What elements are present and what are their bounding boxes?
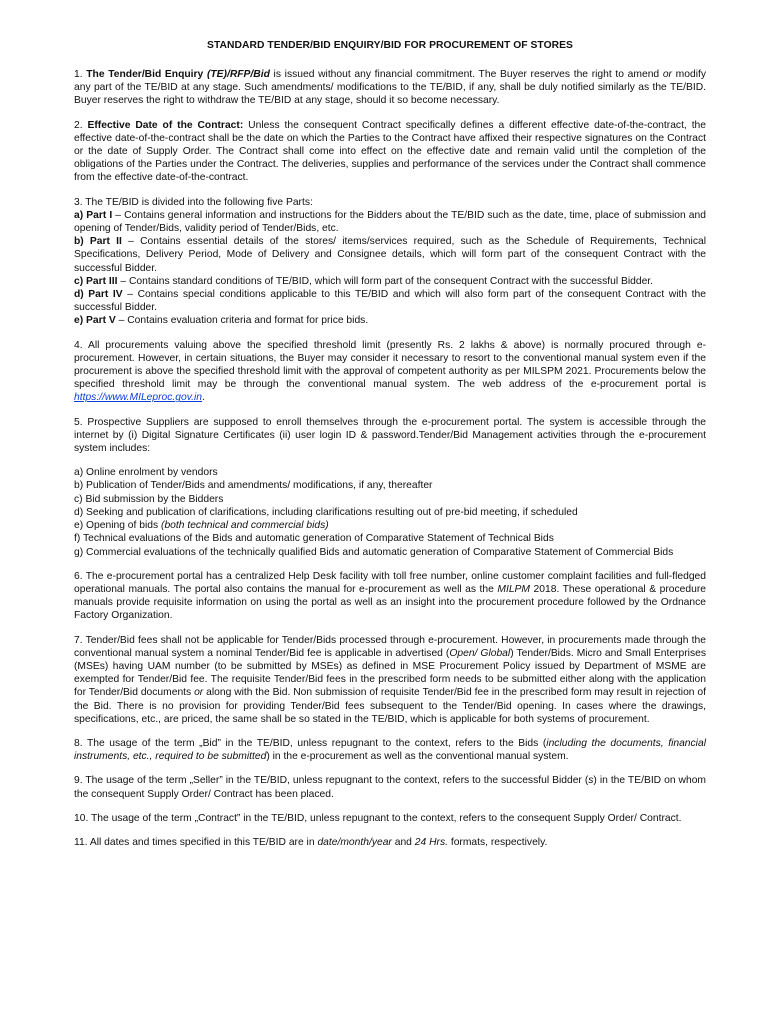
part-c-label: c) Part III (74, 275, 118, 287)
clause-5-item-d: d) Seeking and publication of clarifications, including clarifications resulting out of pre-bid meeting, if scheduled (74, 506, 578, 518)
clause-9 (74, 774, 706, 800)
clause-5: 5. Prospective Suppliers are supposed to enroll themselves through the e-procurement portal. The system is accessible through the internet by (i) Digital Signature Certificates (ii) user login ID & password.Tender/Bid Management activities through the e-procurement system includes: (74, 416, 706, 455)
clause-5-item-e-text: e) Opening of bids (74, 520, 162, 532)
clause-6 (74, 570, 706, 623)
part-d-text: – Contains special conditions applicable to this TE/BID and which will also form part of the consequent Contract with the successful Bidder. (74, 289, 706, 314)
clause-8-text-a: 8. The usage of the term „Bid” in the TE/BID, unless repugnant to the context, refers to the Bids ( (74, 737, 547, 749)
clause-5-item-e (74, 519, 706, 532)
part-e-text: – Contains evaluation criteria and format for price bids. (115, 315, 369, 327)
clause-9-text-a: 9. The usage of the term „Seller” in the TE/BID, unless repugnant to the context, refers to the successful Bidder ( (74, 775, 589, 787)
clause-7-emphasis-b: or (194, 687, 204, 699)
clause-1-text-b: modify any part of the TE/BID at any stage. Such amendments/ modifications to the TE/BID, if any, shall be duly notified similarly as the TE/BID. Buyer reserves the right to withdraw the TE/BID at any stage, should it so become necessary. (74, 69, 706, 107)
part-b-text: – Contains essential details of the stores/ items/services required, such as the Schedule of Requirements, Technical Specifications, Delivery Period, Mode of Delivery and Consignee details, which will form part of the consequent Contract with the successful Bidder. (74, 236, 706, 274)
clause-11-text-a: 11. All dates and times specified in this TE/BID are in (74, 836, 318, 848)
clause-4-text: 4. All procurements valuing above the specified threshold limit (presently Rs. 2 lakhs & above) is normally procured through e-procurement. However, in certain situations, the Buyer may consider it necessary to resort to the conventional manual system even if the procurement is above the specified threshold limit with the approval of competent authority as per MILSPM 2021. Procurements below the specified threshold limit may be through the conventional manual system. The web address of the e-procurement portal is (74, 339, 706, 391)
clause-3-part-d (74, 288, 706, 314)
clause-4-end: . (202, 392, 205, 404)
clause-7-emphasis-a: Open/ Global (449, 647, 511, 659)
clause-6-emphasis: MILPM (497, 583, 531, 595)
clause-6-text-a: 6. The e-procurement portal has a centralized Help Desk facility with toll free number, online customer complaint facilities and full-fledged operational manuals. The portal also contains the manual for e-procurement as well as the (74, 570, 706, 595)
clause-7-text-c: along with the Bid. Non submission of requisite Tender/Bid fee in the prescribed form may result in rejection of the Bid. There is no provision for providing Tender/Bid fees subsequent to the Tender/Bid opening. In cases where the drawings, specifications, etc., are priced, the same shall be so stated in the TE/BID, which is applicable for both systems of procurement. (74, 687, 706, 725)
clause-9-emphasis: s (588, 775, 594, 787)
clause-2-number: 2. (74, 119, 88, 131)
clause-6-text-b: 2018. These operational & procedure manuals provide requisite information on using the portal as well as an insight into the procurement procedure followed by the Ordnance Factory Organization. (74, 583, 706, 622)
clause-1-heading: The Tender/Bid Enquiry (86, 69, 207, 80)
clause-3-part-e (74, 314, 706, 327)
clause-1-text-a: is issued without any financial commitment. The Buyer reserves the right to amend (269, 69, 663, 80)
eprocurement-portal-link[interactable]: https://www.MILeproc.gov.in (74, 392, 203, 404)
clause-10: 10. The usage of the term „Contract” in the TE/BID, unless repugnant to the context, refers to the consequent Supply Order/ Contract. (74, 812, 682, 824)
clause-4 (74, 339, 706, 405)
part-a-text: – Contains general information and instructions for the Bidders about the TE/BID such as the date, time, place of submission and opening of Tender/Bids, validity period of Tender/Bids, etc. (74, 209, 706, 235)
clause-11-text-c: formats, respectively. (447, 836, 548, 848)
part-c-text: – Contains standard conditions of TE/BID, which will form part of the consequent Contract with the successful Bidder. (117, 275, 654, 287)
clause-9-text-b: ) in the TE/BID on whom the consequent Supply Order/ Contract has been placed. (74, 775, 706, 800)
clause-3-part-b (74, 235, 706, 275)
clause-1-heading-abbrev: (TE)/RFP/Bid (206, 69, 270, 80)
clause-11 (74, 836, 706, 849)
clause-8 (74, 737, 706, 763)
part-e-label: e) Part V (74, 315, 116, 327)
part-a-label: a) Part I (74, 209, 113, 221)
clause-2 (74, 119, 706, 185)
clause-5-item-g: g) Commercial evaluations of the technically qualified Bids and automatic generation of Comparative Statement of Commercial Bids (74, 546, 674, 558)
clause-11-emphasis-a: date/month/year (317, 836, 392, 848)
document-title: STANDARD TENDER/BID ENQUIRY/BID FOR PROCUREMENT OF STORES (207, 40, 573, 51)
clause-7 (74, 634, 706, 726)
clause-8-emphasis: including the documents, financial instruments, etc., required to be submitted (74, 737, 706, 763)
clause-8-text-b: ) in the e-procurement as well as the conventional manual system. (266, 751, 569, 763)
part-d-label: d) Part IV (74, 289, 123, 301)
clause-7-text-b: ) Tender/Bids. Micro and Small Enterprises (MSEs) having UAM number (to be submitted by MSEs) as defined in MSE Procurement Policy issued by Department of MSME are exempted for Tender/Bid fee. The requisite Tender/Bid fees in the prescribed form needs to be submitted either along with the application for Tender/Bid documents (74, 647, 706, 699)
clause-5-item-e-emphasis: (both technical and commercial bids) (161, 520, 329, 532)
clause-3-part-c (74, 275, 706, 288)
clause-11-text-b: and (391, 836, 415, 848)
part-b-label: b) Part II (74, 236, 122, 248)
clause-3-part-a (74, 209, 706, 235)
clause-1 (74, 68, 706, 108)
clause-5-item-c: c) Bid submission by the Bidders (74, 493, 224, 505)
clause-2-text: Unless the consequent Contract specifically defines a different effective date-of-the-contract, the effective date-of-the-contract shall be the date on which the Parties to the Contract have affixed their respective signatures on the Contract or the date of Supply Order. The Contract shall come into effect on the effective date and remain valid until the completion of the obligations of the Parties under the Contract. The deliveries, supplies and performance of the services under the Contract shall commence from the effective date-of-the-contract. (74, 119, 707, 184)
clause-5-item-a: a) Online enrolment by vendors (74, 467, 218, 479)
clause-1-number: 1. (74, 69, 87, 80)
clause-2-heading: Effective Date of the Contract: (87, 119, 244, 131)
clause-7-text-a: 7. Tender/Bid fees shall not be applicable for Tender/Bids processed through e-procurement. However, in procurements made through the conventional manual system a nominal Tender/Bid fee is applicable in advertised ( (74, 634, 706, 659)
clause-3-intro: 3. The TE/BID is divided into the following five Parts: (74, 196, 313, 208)
clause-1-emphasis: or (662, 69, 672, 80)
clause-5-item-b: b) Publication of Tender/Bids and amendments/ modifications, if any, thereafter (74, 480, 433, 492)
clause-11-emphasis-b: 24 Hrs. (414, 836, 448, 848)
clause-5-item-f: f) Technical evaluations of the Bids and automatic generation of Comparative Statement of Technical Bids (74, 533, 554, 545)
